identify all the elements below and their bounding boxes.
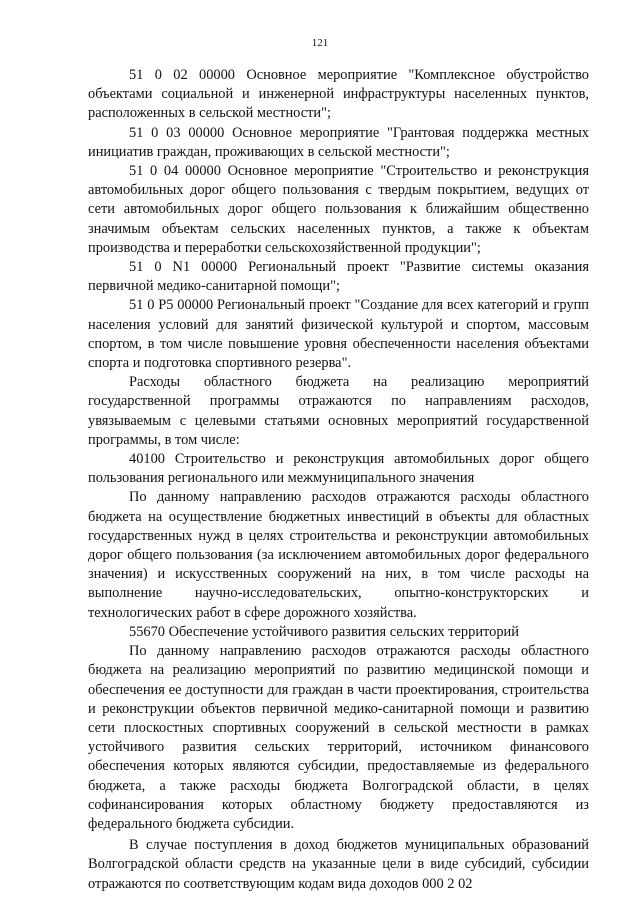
document-body: [88, 66, 589, 894]
page-number: 121: [311, 37, 329, 49]
paragraph-5: 51 0 P5 00000 Региональный проект "Создание для всех категорий и групп населения условий для занятий физической культурой и спортом, массовым спортом, в том числе повышение уровня обеспеченности населения объектами спорта и подготовка спортивного резерва".: [88, 297, 589, 372]
paragraph-2: 51 0 03 00000 Основное мероприятие "Грантовая поддержка местных инициатив граждан, проживающих в сельской местности";: [88, 124, 589, 160]
paragraph-6: Расходы областного бюджета на реализацию мероприятий государственной программы отражаются по направлениям расходов, увязываемым с целевыми статьями основных мероприятий государственной программы, в том числе:: [88, 374, 589, 448]
paragraph-1: 51 0 02 00000 Основное мероприятие "Комплексное обустройство объектами социальной и инженерной инфраструктуры населенных пунктов, расположенных в сельской местности";: [88, 67, 589, 122]
paragraph-4: 51 0 N1 00000 Региональный проект "Развитие системы оказания первичной медико-санитарной помощи";: [88, 259, 589, 295]
paragraph-3: 51 0 04 00000 Основное мероприятие "Строительство и реконструкция автомобильных дорог общего пользования с твердым покрытием, ведущих от сети автомобильных дорог общего пользования к ближайшим общественно значимым объектам сельских населенных пунктов, а также к объектам производства и переработки сельскохозяйственной продукции";: [88, 163, 589, 256]
paragraph-10: По данному направлению расходов отражаются расходы областного бюджета на реализацию мероприятий по развитию медицинской помощи и обеспечения ее доступности для граждан в части проектирования, строительства и реконструкции объектов первичной медико-санитарной помощи и развитию сети плоскостных спортивных сооружений в сельской местности в рамках устойчивого развития сельских территорий, источником финансового обеспечения которых являются субсидии, предоставляемые из федерального бюджета, а также расходы бюджета Волгоградской области, в целях софинансирования которых областному бюджету предоставляются из федерального бюджета субсидии.: [88, 643, 589, 832]
paragraph-9: 55670 Обеспечение устойчивого развития сельских территорий: [129, 623, 519, 640]
paragraph-8: По данному направлению расходов отражаются расходы областного бюджета на осуществление бюджетных инвестиций в объекты для областных государственных нужд в целях строительства и реконструкции автомобильных дорог общего пользования (за исключением автомобильных дорог федерального значения) и искусственных сооружений на них, в том числе расходы на выполнение научно-исследовательских, опытно-конструкторских и технологических работ в сфере дорожного хозяйства.: [88, 489, 589, 621]
paragraph-7: 40100 Строительство и реконструкция автомобильных дорог общего пользования регионального или межмуниципального значения: [88, 451, 589, 487]
paragraph-11: В случае поступления в доход бюджетов муниципальных образований Волгоградской области средств на указанные цели в виде субсидий, субсидии отражаются по соответствующим кодам вида доходов 000 2 02: [88, 837, 589, 892]
